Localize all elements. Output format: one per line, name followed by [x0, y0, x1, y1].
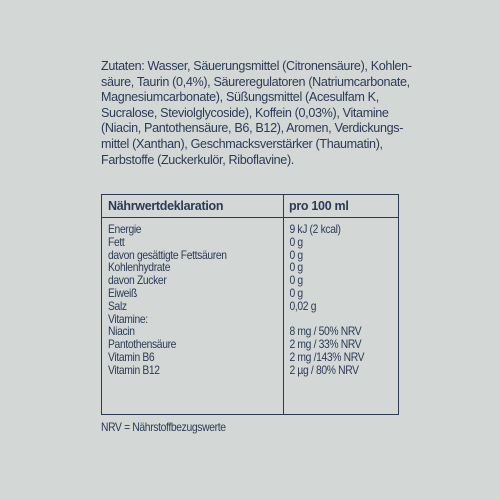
nutrient-name: Vitamin B12	[108, 362, 160, 377]
nutrient-value: 2 mg /143% NRV	[289, 349, 365, 364]
nutrient-name: Niacin	[108, 324, 135, 339]
nutrition-row	[102, 287, 357, 300]
nutrient-name: davon gesättigte Fettsäuren	[108, 247, 227, 262]
ingredients-line: Farbstoffe (Zuckerkulör, Riboflavine).	[101, 152, 294, 167]
nutrient-value: 0 g	[289, 285, 303, 300]
nutrient-value: 0 g	[289, 260, 303, 275]
nutrition-header-value: pro 100 ml	[289, 199, 349, 213]
ingredients-line: (Niacin, Pantothensäure, B6, B12), Aromen, Verdickungs-	[101, 121, 404, 136]
nutrient-value: 0,02 g	[289, 298, 317, 313]
ingredients-text	[101, 59, 431, 168]
nutrition-rows	[102, 223, 398, 377]
nutrition-row	[102, 274, 357, 287]
nutrition-header-name: Nährwertdeklaration	[108, 199, 224, 213]
nutrient-value: 0 g	[289, 247, 303, 262]
header-divider	[102, 217, 398, 218]
nutrient-name: Vitamin B6	[108, 349, 155, 364]
nutrient-value: 2 µg / 80% NRV	[289, 362, 359, 377]
nutrient-name: Eiweiß	[108, 285, 137, 300]
nutrient-name: Vitamine:	[108, 311, 148, 326]
nutrition-table	[101, 194, 399, 415]
nutrient-name: Fett	[108, 234, 125, 249]
nutrient-value: 9 kJ (2 kcal)	[289, 222, 341, 236]
nutrient-value: 0 g	[289, 273, 303, 288]
nutrient-name: Kohlenhydrate	[108, 260, 171, 275]
ingredients-line: Magnesiumcarbonate), Süßungsmittel (Acesulfam K,	[101, 90, 379, 105]
nutrient-name: davon Zucker	[108, 273, 167, 288]
nutrient-name: Energie	[108, 222, 142, 236]
ingredients-line: Sucralose, Steviolglycoside), Koffein (0,03%), Vitamine	[101, 105, 389, 120]
nutrient-value: 0 g	[289, 234, 303, 249]
nutrition-row	[102, 364, 357, 377]
nutrient-value: 8 mg / 50% NRV	[289, 324, 362, 339]
ingredients-line: säure, Taurin (0,4%), Säureregulatoren (Natriumcarbonate,	[101, 74, 410, 89]
nutrition-row	[102, 223, 357, 236]
nutrient-name: Pantothensäure	[108, 337, 177, 352]
footnote: NRV = Nährstoffbezugswerte	[101, 420, 226, 434]
ingredients-line: Zutaten: Wasser, Säuerungsmittel (Citronensäure), Kohlen-	[101, 59, 412, 73]
nutrient-name: Salz	[108, 298, 127, 313]
nutrient-value: 2 mg / 33% NRV	[289, 337, 362, 352]
ingredients-line: mittel (Xanthan), Geschmacksverstärker (Thaumatin),	[101, 136, 383, 151]
